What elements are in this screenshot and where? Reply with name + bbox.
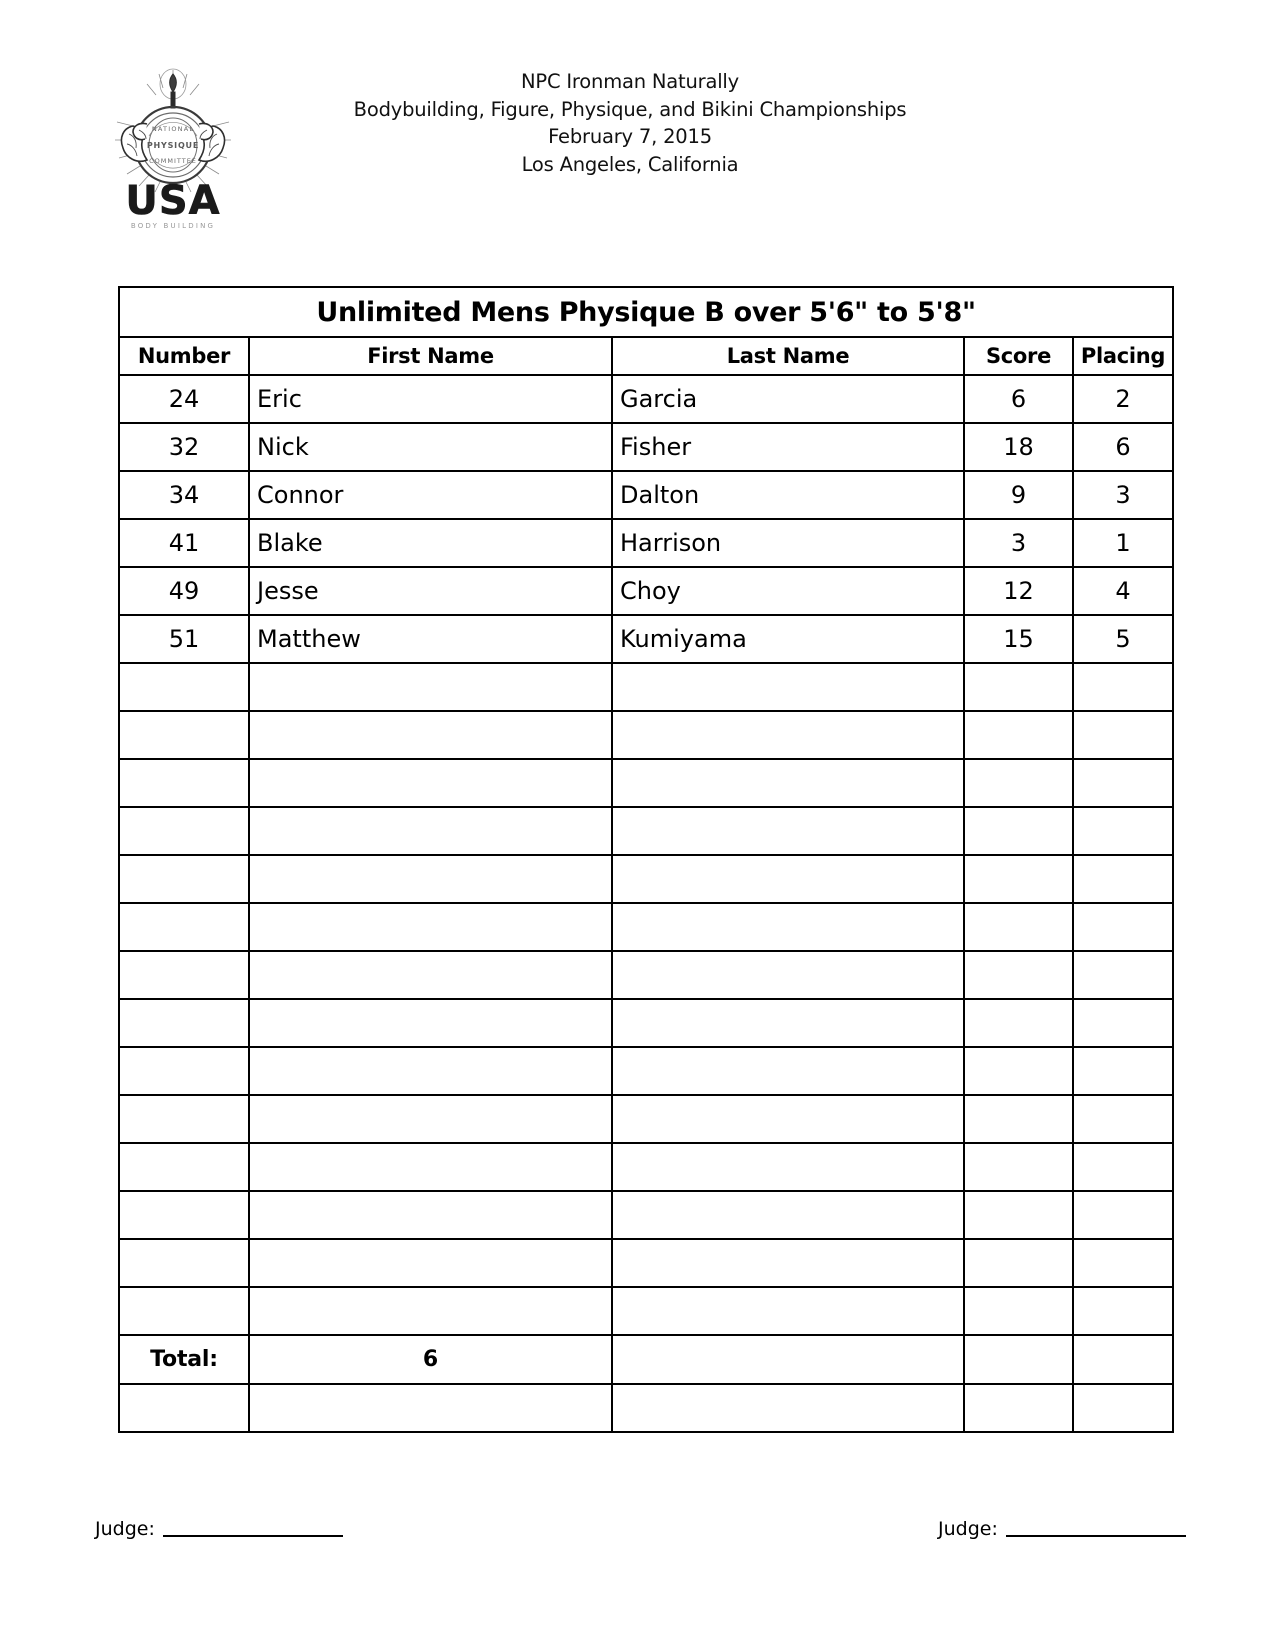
cell-placing[interactable] xyxy=(1073,711,1173,759)
cell-score[interactable] xyxy=(964,711,1073,759)
tail-score[interactable] xyxy=(964,1384,1073,1432)
cell-number[interactable] xyxy=(119,663,249,711)
event-subtitle: Bodybuilding, Figure, Physique, and Bikini Championships xyxy=(353,97,907,121)
tail-number[interactable] xyxy=(119,1384,249,1432)
cell-number[interactable] xyxy=(119,1287,249,1335)
cell-first-name[interactable] xyxy=(249,1143,612,1191)
cell-number[interactable] xyxy=(119,711,249,759)
cell-last-name[interactable] xyxy=(612,711,964,759)
cell-placing[interactable] xyxy=(1073,759,1173,807)
cell-score: 18 xyxy=(964,423,1073,471)
judge-right-signature-line[interactable] xyxy=(1006,1520,1186,1537)
cell-first-name[interactable] xyxy=(249,663,612,711)
cell-last-name: Fisher xyxy=(612,423,964,471)
cell-first-name[interactable] xyxy=(249,1287,612,1335)
svg-text:PHYSIQUE: PHYSIQUE xyxy=(146,141,200,150)
cell-first-name[interactable] xyxy=(249,903,612,951)
cell-first-name[interactable] xyxy=(249,855,612,903)
svg-text:NATIONAL: NATIONAL xyxy=(151,125,195,133)
cell-score[interactable] xyxy=(964,855,1073,903)
cell-number[interactable] xyxy=(119,951,249,999)
cell-placing[interactable] xyxy=(1073,855,1173,903)
blank-entry-row xyxy=(119,903,1173,951)
svg-text:USA: USA xyxy=(125,178,221,224)
cell-number: 32 xyxy=(119,423,249,471)
cell-last-name[interactable] xyxy=(612,855,964,903)
cell-last-name[interactable] xyxy=(612,1047,964,1095)
blank-entry-row xyxy=(119,1047,1173,1095)
total-value: 6 xyxy=(249,1335,612,1384)
cell-first-name[interactable] xyxy=(249,807,612,855)
cell-score[interactable] xyxy=(964,1287,1073,1335)
cell-last-name[interactable] xyxy=(612,663,964,711)
cell-score: 12 xyxy=(964,567,1073,615)
judge-right-label: Judge: xyxy=(938,1518,998,1540)
cell-placing[interactable] xyxy=(1073,1143,1173,1191)
cell-number: 41 xyxy=(119,519,249,567)
cell-first-name[interactable] xyxy=(249,1191,612,1239)
cell-number: 51 xyxy=(119,615,249,663)
cell-first-name: Blake xyxy=(249,519,612,567)
cell-score[interactable] xyxy=(964,759,1073,807)
cell-score[interactable] xyxy=(964,807,1073,855)
cell-last-name[interactable] xyxy=(612,903,964,951)
total-placing-cell xyxy=(1073,1335,1173,1384)
judge-left-signature-line[interactable] xyxy=(163,1520,343,1537)
cell-first-name: Jesse xyxy=(249,567,612,615)
cell-score[interactable] xyxy=(964,903,1073,951)
event-date: February 7, 2015 xyxy=(548,125,712,149)
cell-placing: 4 xyxy=(1073,567,1173,615)
cell-last-name: Dalton xyxy=(612,471,964,519)
cell-score: 3 xyxy=(964,519,1073,567)
cell-first-name[interactable] xyxy=(249,1095,612,1143)
blank-entry-row xyxy=(119,1143,1173,1191)
cell-first-name[interactable] xyxy=(249,1239,612,1287)
total-score-cell xyxy=(964,1335,1073,1384)
svg-text:BODY BUILDING: BODY BUILDING xyxy=(130,222,216,230)
cell-number[interactable] xyxy=(119,1143,249,1191)
cell-score[interactable] xyxy=(964,1095,1073,1143)
blank-entry-row xyxy=(119,807,1173,855)
total-row xyxy=(119,1335,1173,1384)
cell-score[interactable] xyxy=(964,999,1073,1047)
class-title-row xyxy=(119,287,1173,337)
cell-placing[interactable] xyxy=(1073,1191,1173,1239)
tail-placing[interactable] xyxy=(1073,1384,1173,1432)
cell-number[interactable] xyxy=(119,807,249,855)
judge-signature-left xyxy=(95,1518,343,1540)
blank-entry-row xyxy=(119,1287,1173,1335)
cell-last-name: Garcia xyxy=(612,375,964,423)
cell-score[interactable] xyxy=(964,1143,1073,1191)
cell-first-name: Nick xyxy=(249,423,612,471)
cell-placing: 1 xyxy=(1073,519,1173,567)
cell-placing[interactable] xyxy=(1073,1239,1173,1287)
cell-score: 15 xyxy=(964,615,1073,663)
cell-score: 9 xyxy=(964,471,1073,519)
column-header-number: Number xyxy=(119,337,249,375)
competitor-row xyxy=(119,471,1173,519)
cell-last-name[interactable] xyxy=(612,1095,964,1143)
cell-placing[interactable] xyxy=(1073,999,1173,1047)
blank-entry-row xyxy=(119,759,1173,807)
cell-score[interactable] xyxy=(964,1191,1073,1239)
cell-placing: 3 xyxy=(1073,471,1173,519)
cell-first-name: Matthew xyxy=(249,615,612,663)
blank-entry-row xyxy=(119,663,1173,711)
cell-placing[interactable] xyxy=(1073,903,1173,951)
class-title: Unlimited Mens Physique B over 5'6" to 5'8" xyxy=(119,287,1173,337)
cell-last-name[interactable] xyxy=(612,807,964,855)
cell-number[interactable] xyxy=(119,1047,249,1095)
blank-entry-row xyxy=(119,999,1173,1047)
cell-number[interactable] xyxy=(119,999,249,1047)
cell-placing: 2 xyxy=(1073,375,1173,423)
signature-footer xyxy=(0,1518,1275,1578)
cell-first-name: Eric xyxy=(249,375,612,423)
judge-signature-right xyxy=(938,1518,1186,1540)
cell-last-name[interactable] xyxy=(612,1239,964,1287)
cell-placing: 6 xyxy=(1073,423,1173,471)
cell-score[interactable] xyxy=(964,663,1073,711)
competitor-row xyxy=(119,567,1173,615)
cell-placing: 5 xyxy=(1073,615,1173,663)
cell-number[interactable] xyxy=(119,1239,249,1287)
blank-entry-row xyxy=(119,951,1173,999)
cell-last-name[interactable] xyxy=(612,999,964,1047)
cell-score: 6 xyxy=(964,375,1073,423)
total-label: Total: xyxy=(119,1335,249,1384)
blank-entry-row xyxy=(119,855,1173,903)
score-sheet-table xyxy=(118,286,1174,1433)
footer-blank-row xyxy=(119,1384,1173,1432)
cell-placing[interactable] xyxy=(1073,1047,1173,1095)
cell-first-name[interactable] xyxy=(249,1047,612,1095)
blank-entry-row xyxy=(119,1239,1173,1287)
event-location: Los Angeles, California xyxy=(521,153,739,177)
cell-number: 49 xyxy=(119,567,249,615)
svg-text:COMMITTEE: COMMITTEE xyxy=(149,157,197,165)
cell-score[interactable] xyxy=(964,1239,1073,1287)
cell-number[interactable] xyxy=(119,1095,249,1143)
cell-last-name[interactable] xyxy=(612,1287,964,1335)
column-header-score: Score xyxy=(964,337,1073,375)
cell-placing[interactable] xyxy=(1073,663,1173,711)
cell-placing[interactable] xyxy=(1073,1287,1173,1335)
cell-first-name[interactable] xyxy=(249,711,612,759)
cell-first-name: Connor xyxy=(249,471,612,519)
cell-first-name[interactable] xyxy=(249,951,612,999)
cell-last-name: Kumiyama xyxy=(612,615,964,663)
page-header xyxy=(0,0,1275,250)
column-header-row xyxy=(119,337,1173,375)
cell-score[interactable] xyxy=(964,951,1073,999)
tail-last-name[interactable] xyxy=(612,1384,964,1432)
cell-score[interactable] xyxy=(964,1047,1073,1095)
event-name: NPC Ironman Naturally xyxy=(521,70,739,93)
cell-number: 24 xyxy=(119,375,249,423)
cell-placing[interactable] xyxy=(1073,951,1173,999)
total-last-name-cell xyxy=(612,1335,964,1384)
cell-number[interactable] xyxy=(119,1191,249,1239)
competitor-row xyxy=(119,519,1173,567)
cell-number[interactable] xyxy=(119,855,249,903)
cell-number[interactable] xyxy=(119,759,249,807)
cell-last-name: Choy xyxy=(612,567,964,615)
cell-last-name: Harrison xyxy=(612,519,964,567)
cell-last-name[interactable] xyxy=(612,1143,964,1191)
cell-first-name[interactable] xyxy=(249,999,612,1047)
column-header-placing: Placing xyxy=(1073,337,1173,375)
competitor-row xyxy=(119,615,1173,663)
cell-number: 34 xyxy=(119,471,249,519)
competitor-row xyxy=(119,423,1173,471)
cell-last-name[interactable] xyxy=(612,1191,964,1239)
cell-last-name[interactable] xyxy=(612,951,964,999)
column-header-last-name: Last Name xyxy=(612,337,964,375)
npc-usa-bodybuilding-logo-icon xyxy=(103,62,243,237)
blank-entry-row xyxy=(119,1095,1173,1143)
cell-placing[interactable] xyxy=(1073,807,1173,855)
judge-left-label: Judge: xyxy=(95,1518,155,1540)
cell-number[interactable] xyxy=(119,903,249,951)
competitor-row xyxy=(119,375,1173,423)
column-header-first-name: First Name xyxy=(249,337,612,375)
blank-entry-row xyxy=(119,711,1173,759)
cell-first-name[interactable] xyxy=(249,759,612,807)
tail-first-name[interactable] xyxy=(249,1384,612,1432)
cell-placing[interactable] xyxy=(1073,1095,1173,1143)
blank-entry-row xyxy=(119,1191,1173,1239)
cell-last-name[interactable] xyxy=(612,759,964,807)
event-heading xyxy=(300,68,960,179)
